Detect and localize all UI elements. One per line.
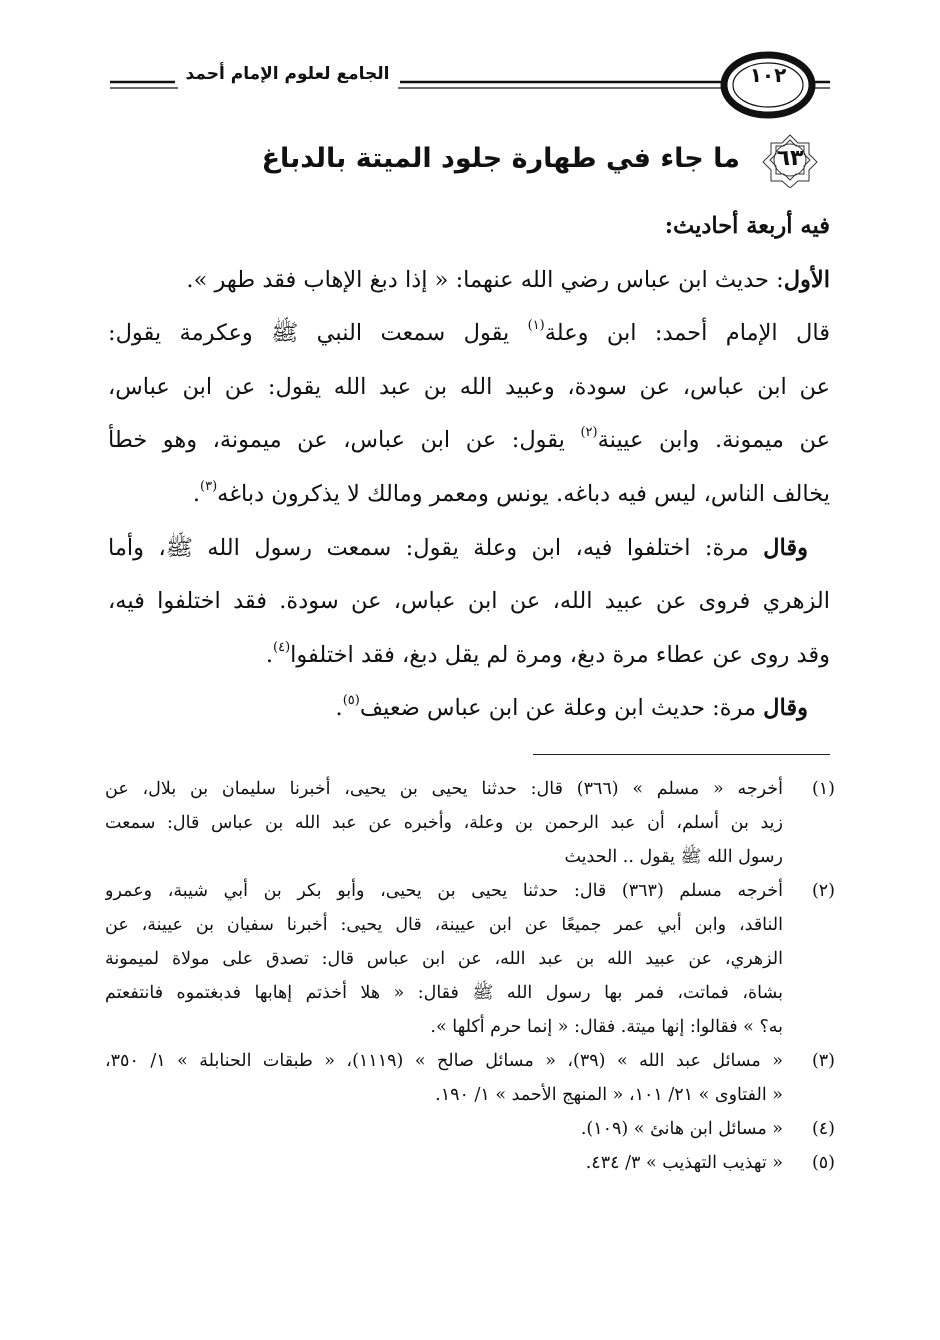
footnote-number: (٤) bbox=[811, 1119, 835, 1139]
text-span: يقول: عن ابن عباس، عن ميمونة، وهو خطأ bbox=[108, 427, 581, 454]
chapter-heading bbox=[0, 132, 940, 188]
footnote-line: أخرجه مسلم (٣٦٣) قال: حدثنا يحيى بن يحيى، وأبو بكر بن أبي شيبة، وعمرو bbox=[105, 881, 783, 901]
paragraph-line bbox=[108, 307, 830, 361]
footnote-number: (١) bbox=[811, 779, 835, 799]
chapter-title: ما جاء في طهارة جلود الميتة بالدباغ bbox=[261, 143, 740, 174]
footnote-line: الناقد، وابن أبي عمر جميعًا عن ابن عيينة، قال يحيى: أخبرنا سفيان بن عيينة، عن bbox=[105, 915, 783, 935]
footnote-4 bbox=[105, 1112, 835, 1146]
page-header bbox=[0, 48, 940, 124]
said-label: وقال bbox=[763, 695, 808, 722]
text-span: يقول سمعت النبي ﷺ وعكرمة يقول: bbox=[108, 320, 528, 347]
paragraph-line bbox=[108, 414, 830, 468]
text-span: مرة: حديث ابن وعلة عن ابن عباس ضعيف bbox=[359, 695, 764, 722]
first-hadith-line bbox=[108, 254, 830, 308]
footnote-line: الزهري، عن عبيد الله بن عبد الله، عن ابن عباس قال: تصدق على مولاة لميمونة bbox=[105, 949, 783, 969]
text-span: مرة: اختلفوا فيه، ابن وعلة يقول: سمعت رسول الله ﷺ، وأما bbox=[108, 534, 764, 561]
intro-line: فيه أربعة أحاديث: bbox=[664, 213, 830, 239]
footnote-line: به؟ » فقالوا: إنها ميتة. فقال: « إنما حرم أكلها ». bbox=[430, 1017, 783, 1037]
chapter-number: ٦٣ bbox=[776, 146, 804, 171]
footnote-line: « تهذيب التهذيب » ٣/ ٤٣٤. bbox=[585, 1153, 783, 1173]
footnote-line: أخرجه « مسلم » (٣٦٦) قال: حدثنا يحيى بن يحيى، أخبرنا سليمان بن بلال، عن bbox=[105, 779, 783, 799]
footnote-line: رسول الله ﷺ يقول .. الحديث bbox=[564, 847, 783, 867]
main-text bbox=[108, 200, 830, 736]
footnote-line: « الفتاوى » ٢١/ ١٠١، « المنهج الأحمد » ١/ ١٩٠. bbox=[435, 1085, 783, 1105]
paragraph-line bbox=[108, 629, 830, 683]
footnote-number: (٥) bbox=[811, 1153, 835, 1173]
footnote-1 bbox=[105, 772, 835, 874]
footnote-number: (٣) bbox=[811, 1051, 835, 1071]
footnotes bbox=[105, 772, 835, 1180]
footnote-line: زيد بن أسلم، أن عبد الرحمن بن وعلة، وأخبره عن عبد الله بن عباس قال: سمعت bbox=[105, 813, 783, 833]
footnote-ref-4[interactable]: (٤) bbox=[273, 639, 291, 655]
text-span: عن ميمونة. وابن عيينة bbox=[597, 427, 830, 454]
footnote-2 bbox=[105, 874, 835, 1044]
footnote-number: (٢) bbox=[811, 881, 835, 901]
text-span: وقد روى عن عطاء مرة دبغ، ومرة لم يقل دبغ، فقد اختلفوا bbox=[290, 641, 830, 668]
running-title: الجامع لعلوم الإمام أحمد bbox=[175, 63, 400, 85]
text-span: قال الإمام أحمد: ابن وعلة bbox=[544, 320, 830, 347]
footnote-5 bbox=[105, 1146, 835, 1180]
footnote-ref-2[interactable]: (٢) bbox=[580, 425, 598, 441]
paragraph-line bbox=[108, 468, 830, 522]
footnote-line: بشاة، فماتت، فمر بها رسول الله ﷺ فقال: « هلا أخذتم إهابها فدبغتموه فانتفعتم bbox=[105, 983, 783, 1003]
paragraph-line: عن ابن عباس، عن سودة، وعبيد الله بن عبد الله يقول: عن ابن عباس، bbox=[108, 373, 830, 400]
first-label: الأول bbox=[783, 266, 830, 293]
text-span: يخالف الناس، ليس فيه دباغه. يونس ومعمر ومالك لا يذكرون دباغه bbox=[217, 480, 830, 507]
first-text: : حديث ابن عباس رضي الله عنهما: « إذا دبغ الإهاب فقد طهر ». bbox=[186, 266, 784, 293]
page-number: ١٠٢ bbox=[749, 63, 787, 87]
paragraph-line: الزهري فروى عن عبيد الله، عن ابن عباس، عن سودة. فقد اختلفوا فيه، bbox=[108, 588, 830, 615]
paragraph-line bbox=[108, 682, 830, 736]
text-span: . bbox=[265, 641, 273, 668]
footnote-ref-3[interactable]: (٣) bbox=[200, 478, 218, 494]
footnote-line: « مسائل عبد الله » (٣٩)، « مسائل صالح » (١١١٩)، « طبقات الحنابلة » ١/ ٣٥٠، bbox=[105, 1051, 783, 1071]
footnote-3 bbox=[105, 1044, 835, 1112]
said-label: وقال bbox=[763, 534, 808, 561]
footnote-ref-5[interactable]: (٥) bbox=[342, 693, 360, 709]
paragraph-line bbox=[108, 522, 830, 576]
footnote-ref-1[interactable]: (١) bbox=[527, 318, 545, 334]
text-span: . bbox=[335, 695, 343, 722]
text-span: . bbox=[192, 480, 200, 507]
footnote-divider bbox=[533, 754, 830, 755]
footnote-line: « مسائل ابن هانئ » (١٠٩). bbox=[580, 1119, 783, 1139]
